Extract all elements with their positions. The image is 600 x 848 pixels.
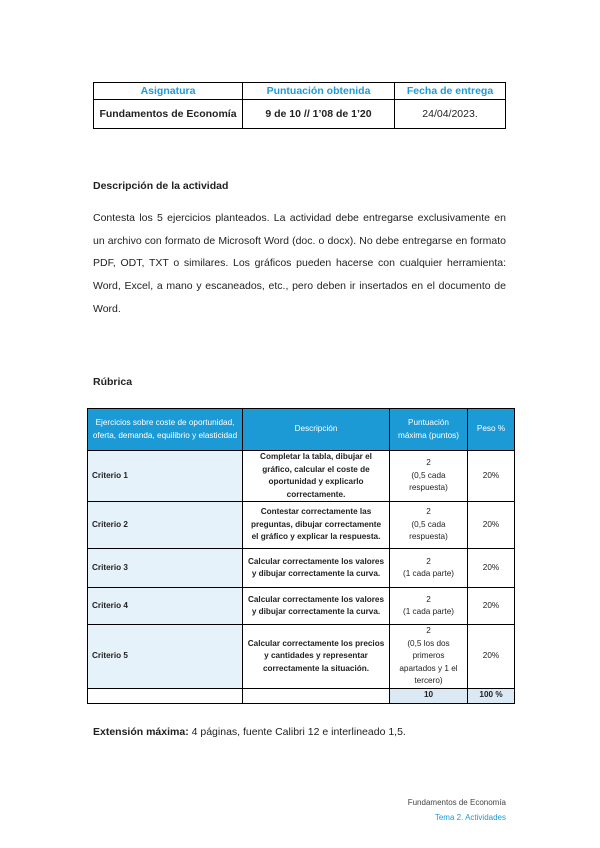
criterion-points: 2 (0,5 cada respuesta) [390, 502, 468, 549]
activity-description: Contesta los 5 ejercicios planteados. La actividad debe entregarse exclusivamente en un archivo con formato de Microsoft Word (doc. o docx). No debe entregarse en formato PDF, ODT, TXT o similares. Los gráficos pueden hacerse con cualquier herramienta: Word, Excel, a mano y escaneados, etc., pero deben ir insertados en el documento de Word. [93, 212, 506, 315]
criterion-description: Calcular correctamente los precios y cantidades y representar correctamente la situación. [243, 625, 390, 689]
criterion-weight: 20% [468, 549, 515, 588]
score-value: 9 de 10 // 1’08 de 1’20 [243, 100, 395, 129]
max-extension-text: 4 páginas, fuente Calibri 12 e interlineado 1,5. [188, 726, 406, 738]
criterion-label: Criterio 3 [88, 549, 243, 588]
criterion-points: 2 (1 cada parte) [390, 549, 468, 588]
criterion-description: Contestar correctamente las preguntas, dibujar correctamente el gráfico y explicar la respuesta. [243, 502, 390, 549]
rubric-header-description: Descripción [243, 409, 390, 451]
header-date: Fecha de entrega [395, 83, 506, 100]
criterion-description: Completar la tabla, dibujar el gráfico, calcular el coste de oportunidad y explicarlo correctamente. [243, 451, 390, 502]
date-value: 24/04/2023. [395, 100, 506, 129]
assignment-info-table [93, 82, 506, 129]
criterion-description: Calcular correctamente los valores y dibujar correctamente la curva. [243, 588, 390, 625]
header-subject: Asignatura [94, 83, 243, 100]
criterion-label: Criterio 2 [88, 502, 243, 549]
table-row [88, 625, 515, 689]
criterion-label: Criterio 5 [88, 625, 243, 689]
table-row [88, 549, 515, 588]
header-score: Puntuación obtenida [243, 83, 395, 100]
rubric-header-criteria: Ejercicios sobre coste de oportunidad, oferta, demanda, equilibrio y elasticidad [88, 409, 243, 451]
total-empty-cell [88, 688, 243, 703]
rubric-header-weight: Peso % [468, 409, 515, 451]
rubric-total-row [88, 688, 515, 703]
total-points: 10 [390, 688, 468, 703]
rubric-title: Rúbrica [93, 376, 133, 388]
total-weight: 100 % [468, 688, 515, 703]
rubric-table [87, 408, 515, 704]
rubric-header-row [88, 409, 515, 451]
criterion-points: 2 (1 cada parte) [390, 588, 468, 625]
criterion-description: Calcular correctamente los valores y dibujar correctamente la curva. [243, 549, 390, 588]
criterion-label: Criterio 4 [88, 588, 243, 625]
total-empty-cell [243, 688, 390, 703]
footer-course: Fundamentos de Economía [407, 798, 506, 807]
rubric-header-max-score: Puntuación máxima (puntos) [390, 409, 468, 451]
table-row [88, 588, 515, 625]
footer-topic: Tema 2. Actividades [434, 813, 506, 822]
max-extension-note [93, 726, 406, 738]
criterion-points: 2 (0,5 los dos primeros apartados y 1 el tercero) [390, 625, 468, 689]
criterion-label: Criterio 1 [88, 451, 243, 502]
criterion-weight: 20% [468, 451, 515, 502]
table-row [88, 451, 515, 502]
criterion-points: 2 (0,5 cada respuesta) [390, 451, 468, 502]
table-row [88, 502, 515, 549]
criterion-weight: 20% [468, 588, 515, 625]
criterion-weight: 20% [468, 625, 515, 689]
subject-value: Fundamentos de Economía [94, 100, 243, 129]
activity-title: Descripción de la actividad [93, 180, 229, 192]
criterion-weight: 20% [468, 502, 515, 549]
max-extension-label: Extensión máxima: [93, 726, 189, 738]
